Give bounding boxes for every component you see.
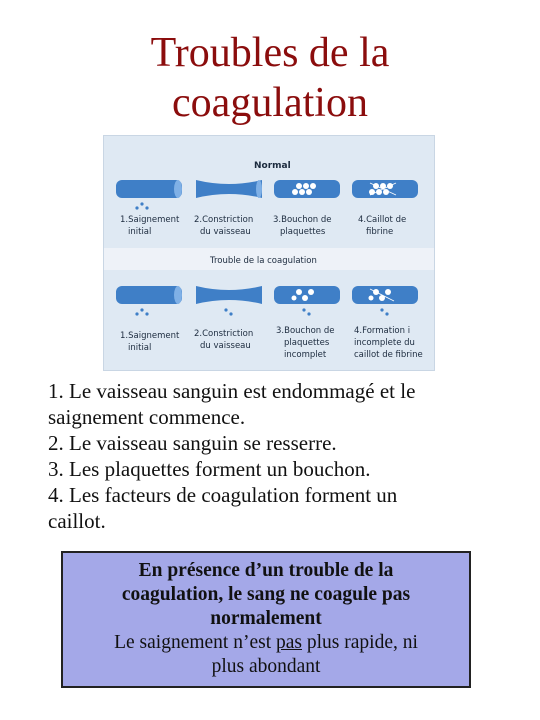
note-line-4-post: plus rapide, ni — [302, 632, 418, 653]
step-line: 3. Les plaquettes forment un bouchon. — [48, 457, 371, 481]
vessel-1-disorder — [116, 286, 182, 316]
note-bold-line: coagulation, le sang ne coagule pas — [121, 584, 411, 605]
vessel-3-normal — [274, 180, 340, 198]
bottom-label-2: 2.Constriction du vaisseau — [194, 329, 254, 351]
coagulation-diagram — [103, 135, 435, 371]
normal-label: Normal — [254, 161, 291, 171]
vessel-4-disorder — [352, 286, 418, 316]
vessel-3-disorder — [274, 286, 340, 316]
page-title — [0, 28, 540, 128]
note-line-4 — [63, 631, 469, 655]
normal-row — [116, 161, 418, 237]
vessel-4-normal — [352, 180, 418, 198]
top-label-1: 1.Saignement initial — [120, 215, 180, 237]
vessel-1-normal — [116, 180, 182, 210]
step-line: 4. Les facteurs de coagulation forment un — [48, 483, 398, 507]
bottom-label-1: 1.Saignement initial — [120, 331, 180, 353]
bottom-label-3: 3.Bouchon de plaquettes incomplet — [276, 326, 335, 360]
vessel-2-disorder — [196, 286, 262, 316]
note-line-5: plus abondant — [211, 656, 321, 677]
note-box — [61, 551, 471, 688]
top-label-2: 2.Constriction du vaisseau — [194, 215, 254, 237]
step-line: caillot. — [48, 509, 106, 533]
steps-list — [48, 378, 518, 534]
top-label-3: 3.Bouchon de plaquettes — [273, 215, 332, 237]
step-line: 1. Le vaisseau sanguin est endommagé et le — [48, 379, 416, 403]
note-bold-line: normalement — [210, 608, 322, 629]
vessel-2-normal — [196, 180, 262, 198]
divider-label: Trouble de la coagulation — [210, 256, 317, 266]
title-line-2: coagulation — [172, 80, 368, 126]
note-line-4-pre: Le saignement n’est — [114, 632, 276, 653]
step-line: saignement commence. — [48, 405, 246, 429]
note-line-4-underlined: pas — [276, 632, 302, 653]
title-line-1: Troubles de la — [150, 30, 390, 76]
diagram-svg — [104, 136, 434, 370]
top-label-4: 4.Caillot de fibrine — [358, 215, 407, 237]
disorder-row — [116, 286, 423, 360]
bottom-label-4: 4.Formation i incomplete du caillot de fibrine — [354, 326, 423, 360]
note-bold-line: En présence d’un trouble de la — [138, 560, 394, 581]
step-line: 2. Le vaisseau sanguin se resserre. — [48, 431, 337, 455]
